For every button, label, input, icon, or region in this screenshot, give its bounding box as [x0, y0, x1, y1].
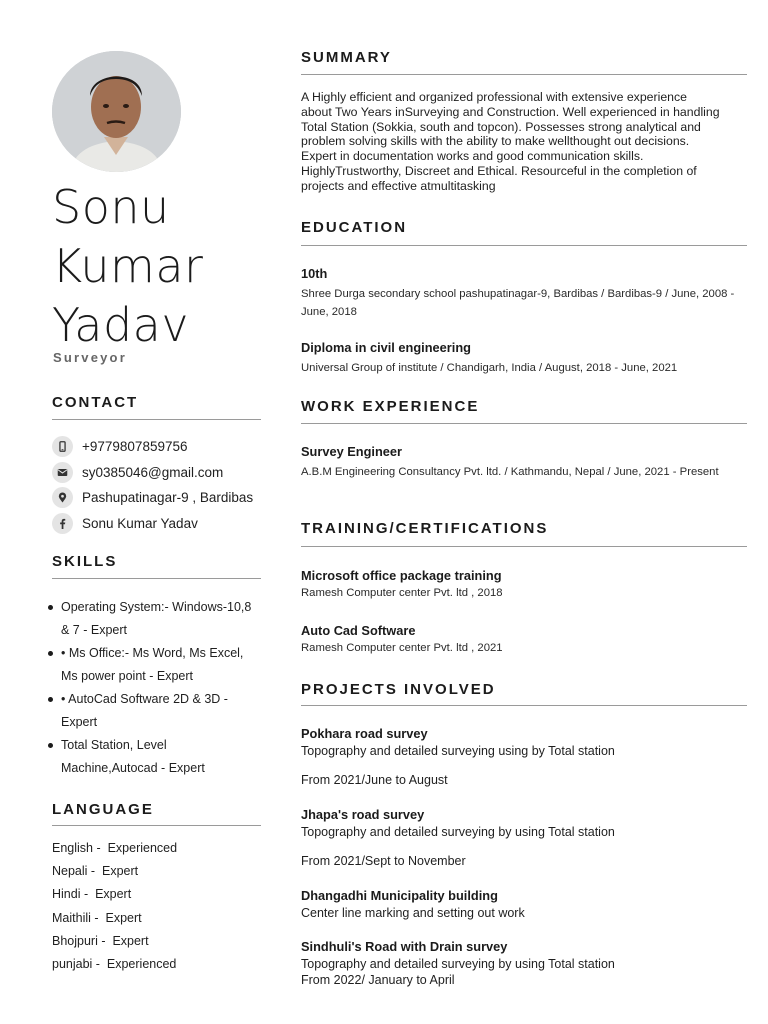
project-description: Center line marking and setting out work — [301, 906, 525, 920]
work-item — [301, 443, 747, 482]
skills-list — [46, 596, 262, 780]
training-item — [301, 622, 747, 658]
contact-phone[interactable] — [52, 434, 267, 460]
education-heading: EDUCATION — [301, 219, 408, 236]
education-degree: Diploma in civil engineering — [301, 340, 471, 355]
name-last: Yadav — [52, 298, 190, 352]
projects-divider — [301, 705, 747, 706]
project-dates: From 2022/ January to April — [301, 973, 455, 987]
project-item — [301, 887, 747, 921]
skills-divider — [52, 578, 261, 579]
facebook-icon — [52, 513, 73, 534]
work-heading: WORK EXPERIENCE — [301, 398, 480, 415]
contact-heading: CONTACT — [52, 394, 139, 411]
project-description: Topography and detailed surveying using by Total station — [301, 744, 615, 758]
training-detail: Ramesh Computer center Pvt. ltd , 2021 — [301, 642, 503, 654]
project-description: Topography and detailed surveying by using Total station — [301, 957, 615, 971]
summary-divider — [301, 74, 747, 75]
language-divider — [52, 825, 261, 826]
project-description: Topography and detailed surveying by using Total station — [301, 825, 615, 839]
language-item: Hindi - Expert — [52, 887, 132, 902]
language-item: punjabi - Experienced — [52, 957, 177, 972]
project-name: Pokhara road survey — [301, 726, 428, 741]
projects-heading: PROJECTS INVOLVED — [301, 681, 496, 698]
project-name: Jhapa's road survey — [301, 807, 425, 822]
project-name: Sindhuli's Road with Drain survey — [301, 939, 508, 954]
email-icon — [52, 462, 73, 483]
profile-photo — [52, 51, 181, 172]
contact-divider — [52, 419, 261, 420]
training-item — [301, 567, 747, 603]
training-heading: TRAINING/CERTIFICATIONS — [301, 520, 549, 537]
skill-item: Total Station, Level Machine,Autocad - Expert — [46, 734, 262, 780]
contact-facebook[interactable] — [52, 511, 267, 537]
language-item: English - Experienced — [52, 841, 178, 855]
email-address: sy0385046@gmail.com — [82, 464, 224, 480]
location-icon — [52, 487, 73, 508]
education-detail: Universal Group of institute / Chandigarh, India / August, 2018 - June, 2021 — [301, 362, 678, 374]
address-text: Pashupatinagar-9 , Bardibas — [82, 490, 254, 506]
training-name: Microsoft office package training — [301, 568, 502, 583]
contact-email[interactable] — [52, 460, 267, 486]
job-title: Surveyor — [53, 350, 127, 365]
work-position: Survey Engineer — [301, 444, 402, 459]
skills-heading: SKILLS — [52, 553, 118, 570]
facebook-name: Sonu Kumar Yadav — [82, 515, 198, 531]
name-first: Sonu — [52, 180, 170, 234]
language-item: Maithili - Expert — [52, 910, 142, 925]
phone-icon — [52, 436, 73, 457]
project-dates: From 2021/June to August — [301, 773, 448, 787]
training-detail: Ramesh Computer center Pvt. ltd , 2018 — [301, 587, 503, 599]
phone-number: +9779807859756 — [82, 439, 188, 455]
education-item — [301, 265, 747, 321]
candidate-name — [52, 178, 203, 355]
language-item: Bhojpuri - Expert — [52, 933, 149, 948]
project-item — [301, 938, 747, 988]
summary-heading: SUMMARY — [301, 49, 392, 66]
education-degree: 10th — [301, 266, 328, 281]
language-heading: LANGUAGE — [52, 801, 154, 818]
language-item: Nepali - Expert — [52, 864, 139, 879]
skill-item: Operating System:- Windows-10,8 & 7 - Expert — [46, 596, 262, 642]
skill-item: • AutoCad Software 2D & 3D - Expert — [46, 688, 262, 734]
profile-photo-image — [52, 51, 181, 172]
work-divider — [301, 423, 747, 424]
work-detail: A.B.M Engineering Consultancy Pvt. ltd. / Kathmandu, Nepal / June, 2021 - Present — [301, 466, 719, 478]
training-divider — [301, 546, 747, 547]
project-dates: From 2021/Sept to November — [301, 854, 466, 868]
summary-text: A Highly efficient and organized professional with extensive experience about Two Years inSurveying and Construction. Well experienced in handling Total Station (Sokkia, south and topcon). Possesses strong analytical and problem solving skills with the ability to make wellthought out decisions. Expert in documentation works and good communication skills. HighlyTrustworthy, Discreet and Ethical. Resourceful in the completion of projects and effective atmultitasking — [301, 90, 720, 193]
project-item — [301, 806, 747, 869]
project-item — [301, 725, 747, 788]
education-item — [301, 339, 747, 378]
training-name: Auto Cad Software — [301, 623, 416, 638]
education-detail: Shree Durga secondary school pashupatinagar-9, Bardibas / Bardibas-9 / June, 2008 - June, 2018 — [301, 288, 735, 318]
contact-list — [52, 434, 267, 536]
name-middle: Kumar — [52, 239, 204, 293]
language-list — [52, 837, 177, 976]
skill-item: • Ms Office:- Ms Word, Ms Excel, Ms power point - Expert — [46, 642, 262, 688]
contact-address — [52, 485, 267, 511]
education-divider — [301, 245, 747, 246]
project-name: Dhangadhi Municipality building — [301, 888, 498, 903]
